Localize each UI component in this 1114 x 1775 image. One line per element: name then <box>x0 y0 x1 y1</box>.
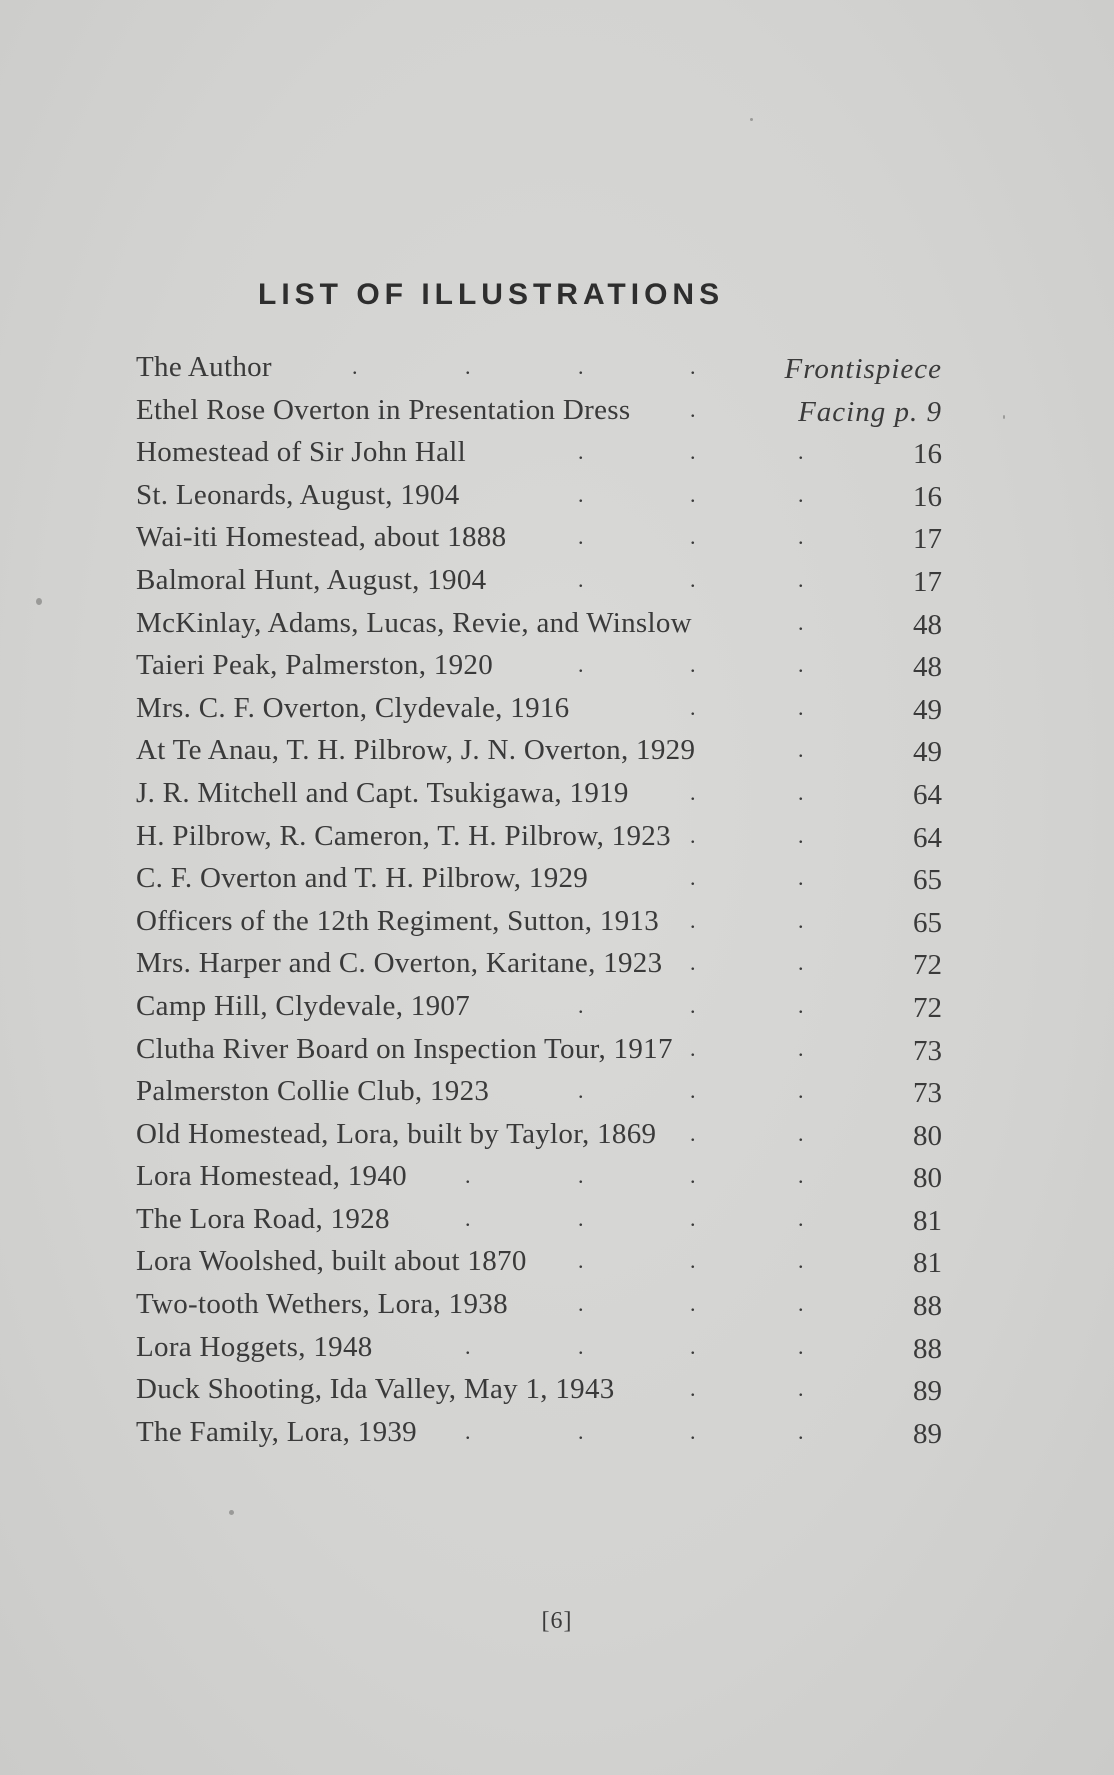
dot-leader: . <box>798 439 804 465</box>
dot-leader: . <box>690 481 696 507</box>
dot-leader: . <box>690 1291 696 1317</box>
dot-leader: . <box>578 652 584 678</box>
illustration-title: Lora Woolshed, built about 1870 <box>136 1245 527 1278</box>
dot-leader: . <box>578 1418 584 1444</box>
dot-leader: . <box>690 822 696 848</box>
dot-leader: . <box>578 1078 584 1104</box>
list-item <box>136 1283 942 1326</box>
dot-leader: . <box>690 992 696 1018</box>
list-item <box>136 389 942 432</box>
dot-leader: . <box>465 1333 471 1359</box>
dot-leader: . <box>690 396 696 422</box>
dot-leader: . <box>798 950 804 976</box>
dot-leader: . <box>578 481 584 507</box>
dot-leader: . <box>690 354 696 379</box>
illustration-page: 49 <box>913 736 942 769</box>
list-item <box>136 900 942 943</box>
dot-leader: . <box>798 524 804 550</box>
illustration-page: 65 <box>913 906 942 939</box>
list-item <box>136 1028 942 1071</box>
dot-leader: . <box>798 737 804 763</box>
illustration-page: Facing p. 9 <box>798 395 942 428</box>
list-item <box>136 1113 942 1156</box>
dot-leader: . <box>690 1163 696 1189</box>
illustration-title: Mrs. Harper and C. Overton, Karitane, 1923 <box>136 947 663 980</box>
dot-leader: . <box>578 1291 584 1317</box>
illustration-page: 80 <box>913 1162 942 1195</box>
illustration-title: Duck Shooting, Ida Valley, May 1, 1943 <box>136 1373 615 1406</box>
dot-leader: . <box>578 1163 584 1189</box>
dot-leader: . <box>690 1248 696 1274</box>
dot-leader: . <box>798 865 804 891</box>
dot-leader: . <box>465 1418 471 1444</box>
illustration-page: 81 <box>913 1204 942 1237</box>
illustration-title: Lora Hoggets, 1948 <box>136 1330 373 1363</box>
dot-leader: . <box>690 439 696 465</box>
illustration-page: 17 <box>913 565 942 598</box>
illustration-page: 73 <box>913 1077 942 1110</box>
illustration-title: At Te Anau, T. H. Pilbrow, J. N. Overton, 1929 <box>136 734 696 767</box>
paper-speck <box>750 118 753 121</box>
illustration-title: Wai-iti Homestead, about 1888 <box>136 521 507 554</box>
list-item <box>136 942 942 985</box>
dot-leader: . <box>798 992 804 1018</box>
dot-leader: . <box>690 1078 696 1104</box>
dot-leader: . <box>798 652 804 678</box>
list-item <box>136 559 942 602</box>
illustration-title: The Family, Lora, 1939 <box>136 1415 417 1448</box>
list-item <box>136 644 942 687</box>
illustration-list <box>136 346 942 1453</box>
illustration-title: J. R. Mitchell and Capt. Tsukigawa, 1919 <box>136 776 629 809</box>
illustration-title: Homestead of Sir John Hall <box>136 436 466 469</box>
illustration-page: 16 <box>913 480 942 513</box>
illustration-page: 72 <box>913 991 942 1024</box>
illustration-title: Mrs. C. F. Overton, Clydevale, 1916 <box>136 691 570 724</box>
illustration-page: 48 <box>913 608 942 641</box>
dot-leader: . <box>690 1418 696 1444</box>
dot-leader: . <box>690 1120 696 1146</box>
illustration-title: St. Leonards, August, 1904 <box>136 478 460 511</box>
dot-leader: . <box>690 907 696 933</box>
dot-leader: . <box>798 609 804 635</box>
dot-leader: . <box>690 524 696 550</box>
illustration-page: 48 <box>913 651 942 684</box>
dot-leader: . <box>465 1205 471 1231</box>
list-item <box>136 729 942 772</box>
illustration-page: 72 <box>913 949 942 982</box>
illustration-title: Taieri Peak, Palmerston, 1920 <box>136 649 494 682</box>
list-item <box>136 772 942 815</box>
dot-leader: . <box>690 566 696 592</box>
paper-speck <box>1003 415 1005 419</box>
illustration-page: 49 <box>913 693 942 726</box>
illustration-page: 16 <box>913 438 942 471</box>
dot-leader: . <box>690 1333 696 1359</box>
illustration-page: 80 <box>913 1119 942 1152</box>
dot-leader: . <box>798 907 804 933</box>
dot-leader: . <box>798 1248 804 1274</box>
illustration-page: 17 <box>913 523 942 556</box>
dot-leader: . <box>798 1163 804 1189</box>
dot-leader: . <box>798 1205 804 1231</box>
dot-leader: . <box>798 1291 804 1317</box>
illustration-title: Lora Homestead, 1940 <box>136 1160 407 1193</box>
list-item <box>136 474 942 517</box>
illustration-page: 89 <box>913 1375 942 1408</box>
illustration-title: Officers of the 12th Regiment, Sutton, 1913 <box>136 904 660 937</box>
list-item <box>136 1240 942 1283</box>
illustration-title: Palmerston Collie Club, 1923 <box>136 1075 490 1108</box>
dot-leader: . <box>798 822 804 848</box>
illustration-title: H. Pilbrow, R. Cameron, T. H. Pilbrow, 1923 <box>136 819 671 852</box>
dot-leader: . <box>578 1333 584 1359</box>
illustration-title: Camp Hill, Clydevale, 1907 <box>136 989 471 1022</box>
illustration-page: 88 <box>913 1290 942 1323</box>
illustration-page: Frontispiece <box>784 353 942 385</box>
illustration-title: The Author <box>136 351 272 383</box>
list-item <box>136 346 942 389</box>
dot-leader: . <box>690 1035 696 1061</box>
illustration-title: Balmoral Hunt, August, 1904 <box>136 563 487 596</box>
illustration-page: 73 <box>913 1034 942 1067</box>
list-item <box>136 1411 942 1454</box>
illustration-page: 88 <box>913 1332 942 1365</box>
illustration-page: 65 <box>913 864 942 897</box>
dot-leader: . <box>465 354 471 379</box>
page-heading: LIST OF ILLUSTRATIONS <box>258 278 725 311</box>
dot-leader: . <box>578 1205 584 1231</box>
paper-speck <box>36 598 42 605</box>
illustration-title: Old Homestead, Lora, built by Taylor, 1869 <box>136 1117 657 1150</box>
illustration-title: Ethel Rose Overton in Presentation Dress <box>136 393 631 426</box>
list-item <box>136 602 942 645</box>
dot-leader: . <box>578 439 584 465</box>
list-item <box>136 857 942 900</box>
dot-leader: . <box>465 1163 471 1189</box>
dot-leader: . <box>690 950 696 976</box>
list-item <box>136 815 942 858</box>
dot-leader: . <box>798 694 804 720</box>
list-item <box>136 1368 942 1411</box>
dot-leader: . <box>690 652 696 678</box>
dot-leader: . <box>798 1035 804 1061</box>
illustration-title: Clutha River Board on Inspection Tour, 1917 <box>136 1032 673 1065</box>
dot-leader: . <box>798 1078 804 1104</box>
dot-leader: . <box>798 481 804 507</box>
dot-leader: . <box>690 1205 696 1231</box>
dot-leader: . <box>798 779 804 805</box>
illustration-page: 64 <box>913 821 942 854</box>
dot-leader: . <box>798 566 804 592</box>
list-item <box>136 516 942 559</box>
dot-leader: . <box>578 354 584 379</box>
dot-leader: . <box>578 524 584 550</box>
dot-leader: . <box>690 694 696 720</box>
dot-leader: . <box>798 1333 804 1359</box>
dot-leader: . <box>690 865 696 891</box>
dot-leader: . <box>798 1418 804 1444</box>
dot-leader: . <box>578 992 584 1018</box>
illustration-title: C. F. Overton and T. H. Pilbrow, 1929 <box>136 862 589 895</box>
illustration-title: The Lora Road, 1928 <box>136 1202 390 1235</box>
list-item <box>136 431 942 474</box>
dot-leader: . <box>352 354 358 379</box>
paper-speck <box>229 1510 234 1515</box>
illustration-page: 81 <box>913 1247 942 1280</box>
list-item <box>136 1070 942 1113</box>
list-item <box>136 1198 942 1241</box>
illustration-page: 89 <box>913 1417 942 1450</box>
dot-leader: . <box>690 1376 696 1402</box>
illustration-page: 64 <box>913 778 942 811</box>
dot-leader: . <box>798 1376 804 1402</box>
list-item <box>136 1155 942 1198</box>
illustration-title: Two-tooth Wethers, Lora, 1938 <box>136 1288 508 1321</box>
list-item <box>136 1326 942 1369</box>
dot-leader: . <box>578 566 584 592</box>
dot-leader: . <box>798 1120 804 1146</box>
list-item <box>136 985 942 1028</box>
dot-leader: . <box>690 779 696 805</box>
page-number: [6] <box>541 1608 573 1634</box>
dot-leader: . <box>578 1248 584 1274</box>
list-item <box>136 687 942 730</box>
illustration-title: McKinlay, Adams, Lucas, Revie, and Winslow <box>136 606 692 639</box>
